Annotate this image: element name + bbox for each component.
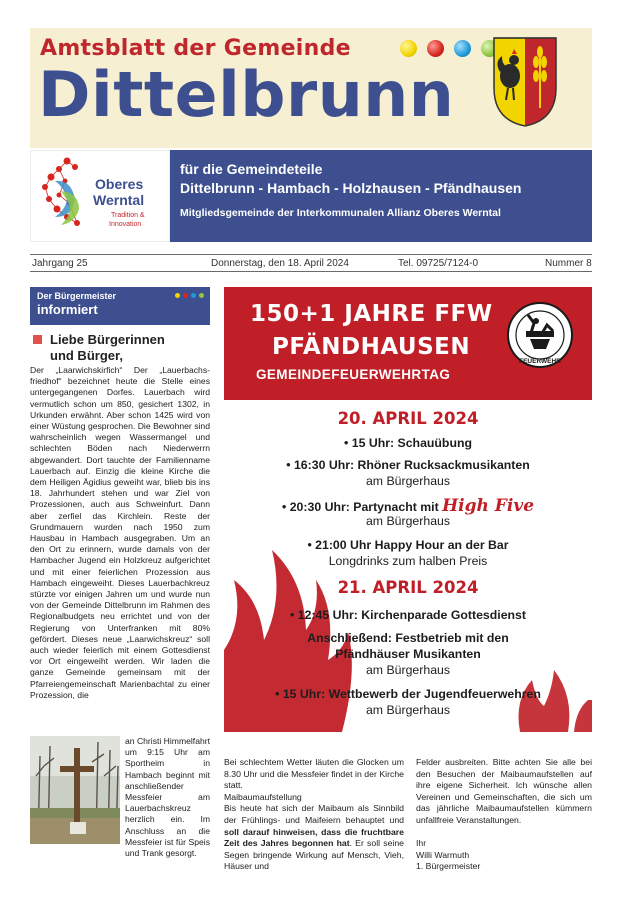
- band-name: High Five: [442, 496, 535, 516]
- day2-item3-sub: am Bürgerhaus: [365, 703, 451, 717]
- issue-volume: Jahrgang 25: [32, 258, 88, 269]
- col2-paragraph1: Bei schlechtem Wetter läuten die Glocken um 8.30 Uhr und die Messfeier findet in der Kirche statt.: [224, 757, 404, 791]
- article-body: Der „Laarwichskirfich“ Der „Lauerbachsfriedhof“ bezeichnet heute die Stelle eines untergegangenen Dorfes. Lauerbach wird vermutlich schon um 850, gesichert 1302, in Urkunden erwähnt. Aber schon 1425 wird von einer Wüstung gesprochen. Die Bewohner sind wahrscheinlich wegen Wassermangel und schlechten Böden nach Niederwerrn abgewandert. Dort tauchte der Familienname Lauerbach auf. Einzig die kleine Kirche die dem Heiligen Ägidius geweiht war, blieb bis ins 18. Jahrhundert stehen und war Ziel von Prozessionen, auch aus Schweinfurt. Dann aber zerfiel das Kirchlein. Reste der Grundmauern wurden nach 1950 zum Hausbau in Hambach ausgegraben. Um an den Ort zu erinnern, wurde damals von der Hambacher Jugend ein Holzkreuz aufgerichtet und mit einer feierlichen Prozession aus Hambach eingeweiht. Dieses Lauerbachkreuz stürzte vor einigen Jahren um und wurde nun von der Gemeinde Dittelbrunn im Rahmen des Regionalbudgets neu errichtet und von der Regierung von Unterfranken mit 80% gefördert. Dieses neue „Laarwichskreuz“ soll auch wieder feierlich mit einem Gottesdienst vor Ort eingeweiht werden. Wir laden die ganze Gemeinde gemeinsam mit der Pfarreiengemeinschaft Marienbachtal zu einer Prozession, die: [30, 365, 210, 700]
- fire-brigade-poster: [224, 287, 592, 732]
- yellow-dot: [400, 40, 417, 57]
- day2-item2-line1: Anschließend: Festbetrieb mit den: [307, 631, 509, 645]
- poster-header-line2: PFÄNDHAUSEN: [272, 334, 471, 360]
- day1-item4-sub: Longdrinks zum halben Preis: [328, 554, 488, 568]
- logo-line2: Werntal: [93, 192, 145, 208]
- article-body-wrap: an Christi Himmelfahrt um 9:15 Uhr am Sportheim in Hambach beginnt mit anschließender Messfeier am Lauerbachskreuz herzlich ein. Im Anschluss an die Messfeier ist für Speis und Trank gesorgt.: [125, 736, 211, 859]
- day2-item3: • 15 Uhr: Wettbewerb der Jugendfeuerwehren: [275, 687, 541, 701]
- kicker-small: Der Bürgermeister: [37, 291, 117, 301]
- day1-item2-sub: am Bürgerhaus: [365, 474, 451, 488]
- coat-of-arms-icon: [492, 36, 558, 128]
- masthead-subtitle: Amtsblatt der Gemeinde: [40, 36, 351, 61]
- day2-item2-line2: Pfändhäuser Musikanten: [335, 647, 481, 661]
- day1-item1: • 15 Uhr: Schauübung: [344, 436, 472, 450]
- issue-date: Donnerstag, den 18. April 2024: [211, 258, 349, 269]
- logo-tagline1: Tradition &: [111, 212, 145, 219]
- banner-line2: Dittelbrunn - Hambach - Holzhausen - Pfändhausen: [180, 180, 522, 196]
- kicker-dot: [175, 293, 180, 298]
- day1-item3: [224, 496, 592, 516]
- masthead-title: Dittelbrunn: [38, 58, 455, 131]
- red-dot: [427, 40, 444, 57]
- headline-line2: und Bürger,: [50, 348, 123, 363]
- issue-number: Nummer 8: [545, 258, 592, 269]
- day1-item3-sub: am Bürgerhaus: [365, 514, 451, 528]
- logo-line1: Oberes: [95, 176, 144, 192]
- blue-dot: [454, 40, 471, 57]
- kicker-dot: [183, 293, 188, 298]
- day2-item1: • 12:45 Uhr: Kirchenparade Gottesdienst: [290, 608, 526, 622]
- color-dots: [400, 40, 498, 57]
- poster-header-line3: GEMEINDEFEUERWEHRTAG: [256, 367, 451, 382]
- cross-photo: [30, 736, 120, 844]
- issue-info-bar: [30, 254, 592, 272]
- col2-p2-bold: soll darauf hinweisen, dass die fruchtbare Zeit des Jahres begonnen hat: [224, 826, 404, 849]
- masthead: [30, 28, 592, 148]
- oberes-werntal-logo: [30, 150, 170, 242]
- col2-p2-end: . Er soll seine Segen bringende Wirkung auf Mensch, Vieh, Häuser und: [224, 838, 404, 872]
- kicker-dot: [191, 293, 196, 298]
- region-logo-graphic: [31, 151, 171, 243]
- logo-caption: FEUERWEHR: [519, 358, 561, 365]
- poster-header-line1: 150+1 JAHRE FFW: [250, 301, 493, 327]
- headline-bullet-icon: [33, 335, 42, 344]
- municipality-banner: [170, 150, 592, 242]
- day1-item2: • 16:30 Uhr: Rhöner Rucksackmusikanten: [286, 458, 530, 472]
- day1-item3-text: • 20:30 Uhr: Partynacht mit: [281, 500, 439, 514]
- col3-paragraph1: Felder ausbreiten. Bitte achten Sie alle bei den Besuchen der Maibaumaufstellen auf ihre eigene Sicherheit. Ich wünsche allen Vereinen und Gemeinschaften, die sich um das jährliche Maibaumaufstellen kümmern unfallfreie Veranstaltungen.: [416, 757, 592, 825]
- poster-header: [224, 287, 592, 400]
- day2-item2-sub: am Bürgerhaus: [365, 663, 451, 677]
- kicker-dot: [199, 293, 204, 298]
- day2-date: 21. APRIL 2024: [337, 578, 479, 597]
- banner-line1: für die Gemeindeteile: [180, 161, 323, 177]
- col2-heading: Maibaumaufstellung: [224, 791, 302, 802]
- day1-item4: • 21:00 Uhr Happy Hour an der Bar: [307, 538, 509, 552]
- col3-closing: Ihr: [416, 838, 427, 849]
- mayor-kicker: [30, 287, 210, 325]
- banner-line3: Mitgliedsgemeinde der Interkommunalen Allianz Oberes Werntal: [180, 207, 501, 219]
- fire-brigade-logo-icon: [506, 301, 574, 369]
- article-headline: [30, 332, 210, 364]
- logo-tagline2: Innovation: [109, 221, 142, 228]
- article-column2: [224, 757, 404, 873]
- headline-line1: Liebe Bürgerinnen: [50, 332, 165, 347]
- issue-phone: Tel. 09725/7124-0: [398, 258, 479, 269]
- kicker-dots: [175, 293, 204, 298]
- col2-paragraph2: [224, 803, 404, 873]
- col3-signature-role: 1. Bürgermeister: [416, 861, 481, 872]
- col3-signature-name: Willi Warmuth: [416, 849, 470, 860]
- day1-date: 20. APRIL 2024: [337, 409, 479, 428]
- col2-p2-start: Bis heute hat sich der Maibaum als Sinnbild der Frühlings- und Maifeiern behauptet und: [224, 803, 404, 825]
- kicker-big: informiert: [37, 302, 98, 317]
- article-column3: [416, 757, 592, 873]
